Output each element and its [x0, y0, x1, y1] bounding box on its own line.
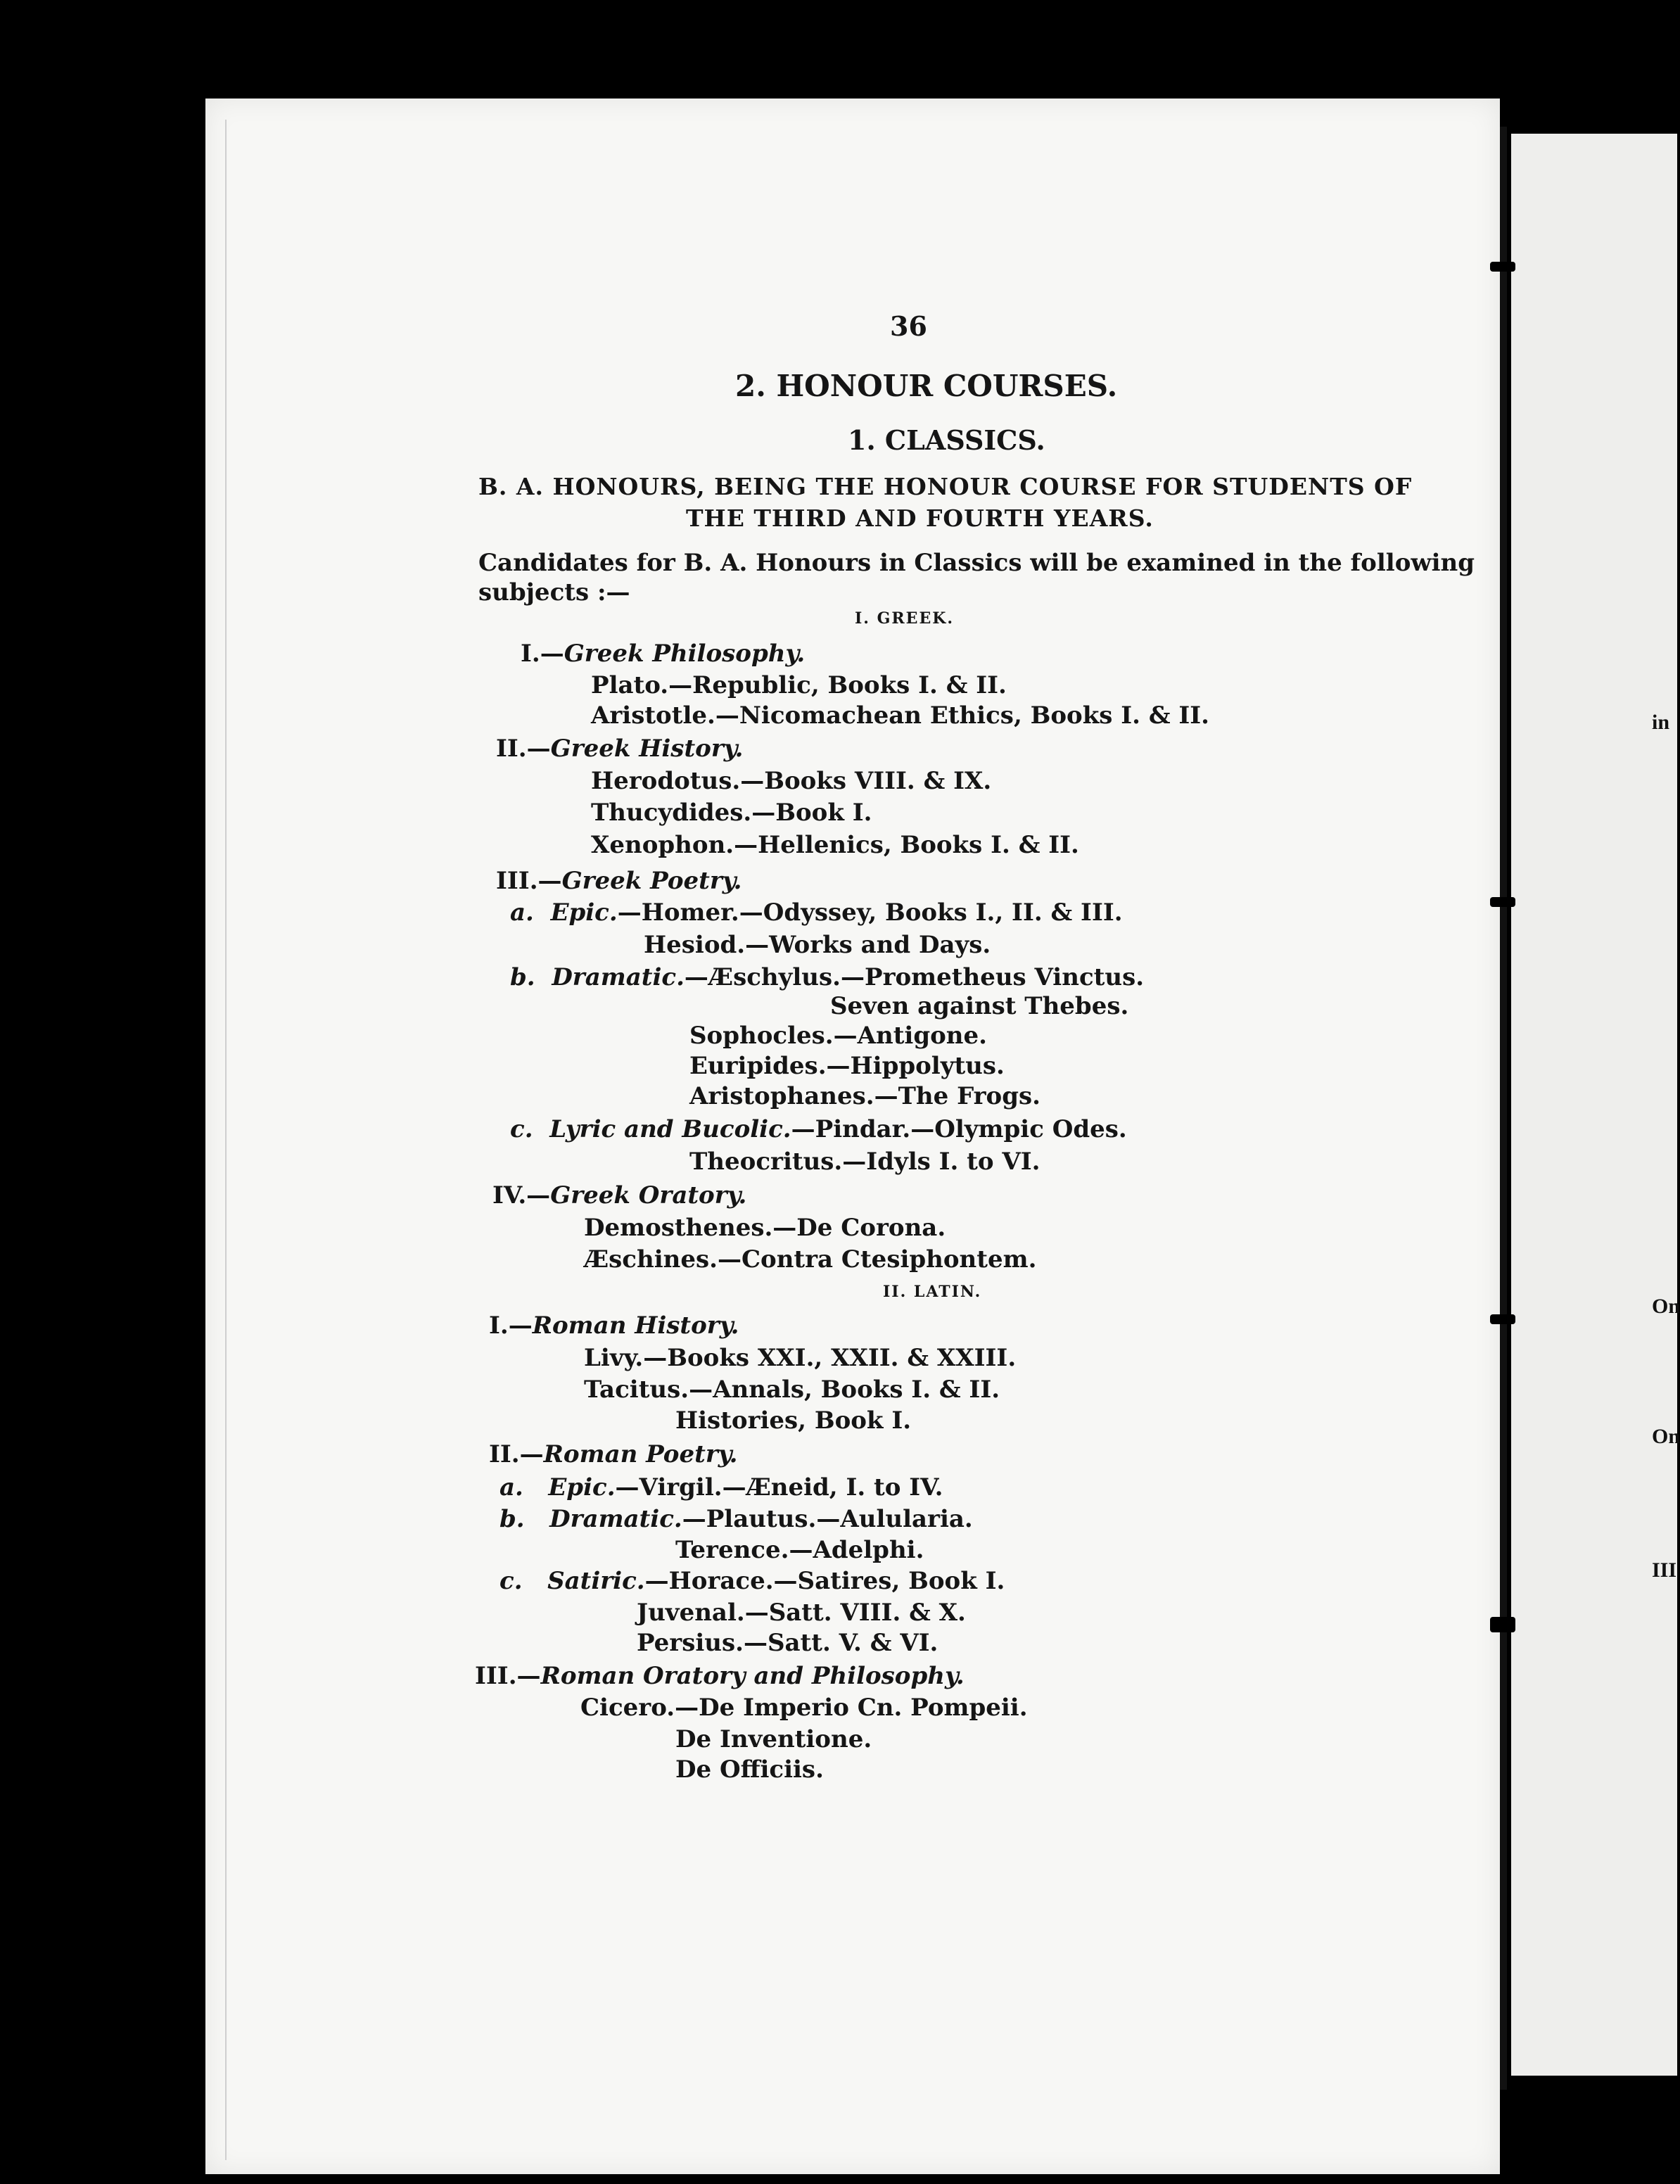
subsection-heading: 1. CLASSICS.: [848, 424, 1045, 456]
greek-dramatic-item: Aristophanes.—The Frogs.: [689, 1082, 1041, 1110]
roman-inventione: De Inventione.: [675, 1725, 872, 1753]
greek-oratory-item: Demosthenes.—De Corona.: [584, 1214, 946, 1242]
greek-philosophy-heading: I.—Greek Philosophy.: [521, 640, 806, 668]
roman-livy: Livy.—Books XXI., XXII. & XXIII.: [584, 1344, 1017, 1372]
greek-epic-line: a. Epic.—Homer.—Odyssey, Books I., II. & III.: [510, 899, 1123, 927]
roman-epic-line: a. Epic.—Virgil.—Æneid, I. to IV.: [499, 1473, 943, 1502]
roman-juvenal: Juvenal.—Satt. VIII. & X.: [637, 1599, 966, 1627]
binding-tab: [1490, 897, 1515, 907]
greek-history-item: Xenophon.—Hellenics, Books I. & II.: [591, 831, 1079, 859]
greek-poetry-heading: III.—Greek Poetry.: [496, 867, 742, 895]
ba-title-line1: B. A. HONOURS, BEING THE HONOUR COURSE FOR STUDENTS OF: [478, 473, 1413, 500]
greek-history-item: Herodotus.—Books VIII. & IX.: [591, 767, 992, 795]
latin-label: II. LATIN.: [883, 1283, 982, 1301]
greek-seven-thebes: Seven against Thebes.: [830, 992, 1129, 1020]
right-page-fragment: III: [1652, 1558, 1677, 1582]
binding-tab: [1490, 262, 1515, 272]
greek-theocritus: Theocritus.—Idyls I. to VI.: [689, 1148, 1041, 1176]
greek-hesiod: Hesiod.—Works and Days.: [644, 931, 991, 959]
roman-oratory-heading: III.—Roman Oratory and Philosophy.: [475, 1662, 965, 1690]
greek-oratory-heading: IV.—Greek Oratory.: [492, 1181, 747, 1210]
page-number: 36: [890, 310, 927, 342]
intro-line1: Candidates for B. A. Honours in Classics will be examined in the following: [478, 549, 1475, 577]
right-page-fragment: On: [1652, 1295, 1680, 1318]
page-blemish: [876, 56, 946, 65]
binding-tab: [1490, 1617, 1515, 1632]
roman-terence: Terence.—Adelphi.: [675, 1536, 924, 1564]
greek-dramatic-line: b. Dramatic.—Æschylus.—Prometheus Vinctus.: [510, 963, 1145, 991]
roman-satiric-line: c. Satiric.—Horace.—Satires, Book I.: [499, 1567, 1005, 1595]
roman-officiis: De Officiis.: [675, 1756, 824, 1784]
greek-history-item: Thucydides.—Book I.: [591, 799, 872, 827]
roman-tacitus: Tacitus.—Annals, Books I. & II.: [584, 1376, 1000, 1404]
right-page-fragment: On: [1652, 1425, 1680, 1448]
greek-history-heading: II.—Greek History.: [496, 735, 744, 763]
ba-title-line2: THE THIRD AND FOURTH YEARS.: [686, 504, 1154, 532]
greek-lyric-line: c. Lyric and Bucolic.—Pindar.—Olympic Odes.: [510, 1115, 1127, 1143]
page-fold: [1500, 127, 1507, 2090]
right-page: [1511, 134, 1677, 2076]
roman-history-heading: I.—Roman History.: [489, 1312, 739, 1340]
greek-label: I. GREEK.: [855, 609, 954, 628]
greek-dramatic-item: Euripides.—Hippolytus.: [689, 1052, 1005, 1080]
roman-persius: Persius.—Satt. V. & VI.: [637, 1629, 938, 1657]
greek-philosophy-item: Plato.—Republic, Books I. & II.: [591, 671, 1007, 699]
intro-line2: subjects :—: [478, 578, 630, 607]
roman-histories: Histories, Book I.: [675, 1407, 912, 1435]
section-heading: 2. HONOUR COURSES.: [735, 369, 1118, 403]
right-page-fragment: in: [1652, 711, 1670, 734]
roman-cicero: Cicero.—De Imperio Cn. Pompeii.: [580, 1694, 1028, 1722]
greek-dramatic-item: Sophocles.—Antigone.: [689, 1022, 987, 1050]
roman-poetry-heading: II.—Roman Poetry.: [489, 1440, 738, 1468]
greek-oratory-item: Æschines.—Contra Ctesiphontem.: [584, 1245, 1037, 1274]
page-edge: [225, 120, 227, 2160]
binding-tab: [1490, 1314, 1515, 1324]
greek-philosophy-item: Aristotle.—Nicomachean Ethics, Books I. & II.: [591, 701, 1210, 730]
roman-dramatic-line: b. Dramatic.—Plautus.—Aulularia.: [499, 1505, 973, 1533]
